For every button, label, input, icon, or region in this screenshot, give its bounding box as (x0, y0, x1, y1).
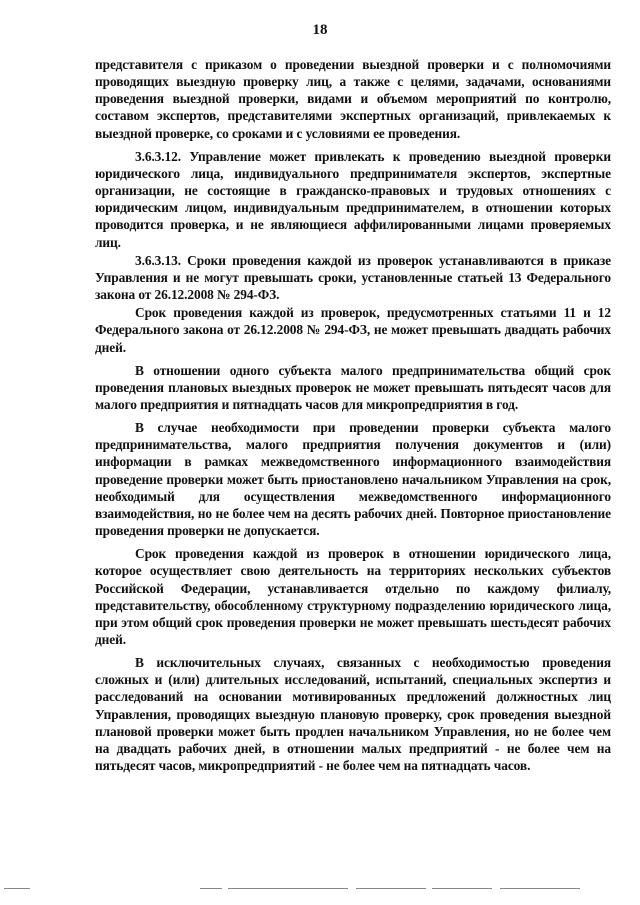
paragraph-small-business: В отношении одного субъекта малого предпринимательства общий срок проведения плановых выездных проверок не может превышать пятьдесят часов для малого предприятия и пятнадцать часов для микропредприятия в год. (95, 362, 611, 412)
page-number: 18 (312, 22, 328, 38)
paragraph-suspension: В случае необходимости при проведении проверки субъекта малого предпринимательства, малого предприятия получения документов и (или) информации в рамках межведомственного информационного взаимодействия проведение проверки может быть приостановлено начальником Управления на срок, необходимый для осуществления межведомственного информационного взаимодействия, но не более чем на десять рабочих дней. Повторное приостановление проведения проверки не допускается. (95, 420, 611, 539)
paragraph-check-duration: Срок проведения каждой из проверок, предусмотренных статьями 11 и 12 Федерального закона от 26.12.2008 № 294-ФЗ, не может превышать двадцать рабочих дней. (95, 305, 611, 355)
paragraph-3-6-3-12: 3.6.3.12. Управление может привлекать к проведению выездной проверки юридического лица, индивидуального предпринимателя экспертов, экспертные организации, не состоящие в гражданско-правовых и трудовых отношениях с юридическим лицом, индивидуальным предпринимателем, в отношении которых проводится проверка, и не являющиеся аффилированными лицами проверяемых лиц. (95, 148, 611, 250)
scan-artifact-lines (0, 885, 640, 891)
paragraph-3-6-3-13: 3.6.3.13. Сроки проведения каждой из проверок устанавливаются в приказе Управления и не могут превышать сроки, установленные статьей 13 Федерального закона от 26.12.2008 № 294-ФЗ. (95, 252, 611, 303)
paragraph-continuation: представителя с приказом о проведении выездной проверки и с полномочиями проводящих выездную проверку лиц, а также с целями, задачами, основаниями проведения выездной проверки, видами и объемом мероприятий по контролю, составом экспертов, представителями экспертных организаций, привлекаемых к выездной проверке, со сроками и с условиями ее проведения. (95, 57, 611, 141)
document-body (95, 56, 611, 780)
paragraph-multiple-regions: Срок проведения каждой из проверок в отношении юридического лица, которое осуществляет свою деятельность на территориях нескольких субъектов Российской Федерации, устанавливается отдельно по каждому филиалу, представительству, обособленному структурному подразделению юридического лица, при этом общий срок проведения проверки не может превышать шестьдесят рабочих дней. (95, 546, 611, 647)
paragraph-exceptional-cases: В исключительных случаях, связанных с необходимостью проведения сложных и (или) длительных исследований, испытаний, специальных экспертиз и расследований на основании мотивированных предложений должностных лиц Управления, проводящих выездную плановую проверку, срок проведения выездной плановой проверки может быть продлен начальником Управления, но не более чем на двадцать рабочих дней, в отношении малых предприятий - не более чем на пятьдесят часов, микропредприятий - не более чем на пятнадцать часов. (95, 655, 611, 774)
